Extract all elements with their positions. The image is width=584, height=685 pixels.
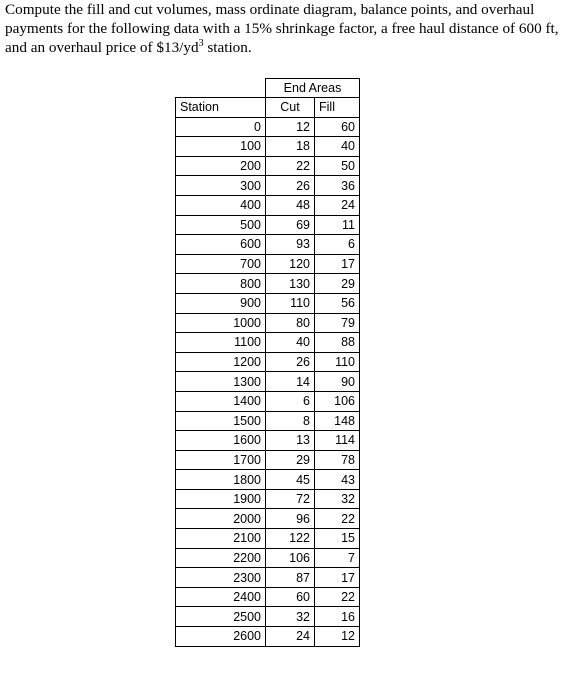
- cut-cell: 60: [266, 587, 315, 607]
- station-cell: 1200: [176, 352, 266, 372]
- table-row: [176, 176, 360, 196]
- cut-cell: 22: [266, 156, 315, 176]
- fill-cell: 114: [315, 431, 360, 451]
- problem-text: Compute the fill and cut volumes, mass ordinate diagram, balance points, and overhaul payments for the following data with a 15% shrinkage factor, a free haul distance of 600 ft, and an overhaul price of $13/yd: [5, 1, 559, 56]
- table-row: [176, 568, 360, 588]
- station-cell: 1800: [176, 470, 266, 490]
- table-row: [176, 470, 360, 490]
- fill-cell: 50: [315, 156, 360, 176]
- table-row: [176, 254, 360, 274]
- station-cell: 700: [176, 254, 266, 274]
- table-row: [176, 529, 360, 549]
- column-header-row: [176, 98, 360, 118]
- table-row: [176, 352, 360, 372]
- cut-cell: 45: [266, 470, 315, 490]
- fill-cell: 29: [315, 274, 360, 294]
- table-row: [176, 313, 360, 333]
- cut-cell: 8: [266, 411, 315, 431]
- table-row: [176, 235, 360, 255]
- cut-cell: 24: [266, 627, 315, 647]
- end-areas-table: [175, 78, 360, 647]
- fill-cell: 40: [315, 137, 360, 157]
- table-row: [176, 411, 360, 431]
- fill-cell: 24: [315, 195, 360, 215]
- fill-cell: 22: [315, 587, 360, 607]
- cut-cell: 96: [266, 509, 315, 529]
- fill-cell: 17: [315, 568, 360, 588]
- fill-column-header: Fill: [315, 98, 360, 118]
- station-cell: 600: [176, 235, 266, 255]
- table-row: [176, 215, 360, 235]
- cut-cell: 122: [266, 529, 315, 549]
- table-row: [176, 431, 360, 451]
- table-row: [176, 293, 360, 313]
- cut-cell: 13: [266, 431, 315, 451]
- fill-cell: 79: [315, 313, 360, 333]
- station-cell: 2400: [176, 587, 266, 607]
- station-cell: 1900: [176, 489, 266, 509]
- cut-cell: 26: [266, 352, 315, 372]
- fill-cell: 7: [315, 548, 360, 568]
- fill-cell: 11: [315, 215, 360, 235]
- group-header-row: [176, 79, 360, 98]
- cut-cell: 80: [266, 313, 315, 333]
- table-row: [176, 156, 360, 176]
- station-cell: 1600: [176, 431, 266, 451]
- fill-cell: 15: [315, 529, 360, 549]
- fill-cell: 43: [315, 470, 360, 490]
- table-row: [176, 117, 360, 137]
- table-row: [176, 274, 360, 294]
- problem-statement: [5, 0, 580, 57]
- station-cell: 1500: [176, 411, 266, 431]
- station-cell: 1700: [176, 450, 266, 470]
- station-cell: 1100: [176, 333, 266, 353]
- station-cell: 1000: [176, 313, 266, 333]
- cut-cell: 32: [266, 607, 315, 627]
- fill-cell: 56: [315, 293, 360, 313]
- station-cell: 2500: [176, 607, 266, 627]
- cut-cell: 12: [266, 117, 315, 137]
- cut-cell: 18: [266, 137, 315, 157]
- cut-cell: 40: [266, 333, 315, 353]
- fill-cell: 36: [315, 176, 360, 196]
- station-cell: 100: [176, 137, 266, 157]
- table-row: [176, 391, 360, 411]
- cut-cell: 106: [266, 548, 315, 568]
- cut-cell: 87: [266, 568, 315, 588]
- cut-cell: 6: [266, 391, 315, 411]
- table-row: [176, 587, 360, 607]
- fill-cell: 106: [315, 391, 360, 411]
- table-row: [176, 548, 360, 568]
- station-cell: 2300: [176, 568, 266, 588]
- cut-cell: 93: [266, 235, 315, 255]
- table-row: [176, 137, 360, 157]
- cut-cell: 69: [266, 215, 315, 235]
- fill-cell: 78: [315, 450, 360, 470]
- station-cell: 300: [176, 176, 266, 196]
- fill-cell: 90: [315, 372, 360, 392]
- cut-cell: 29: [266, 450, 315, 470]
- station-cell: 2600: [176, 627, 266, 647]
- fill-cell: 88: [315, 333, 360, 353]
- cut-cell: 26: [266, 176, 315, 196]
- table-row: [176, 607, 360, 627]
- table-row: [176, 509, 360, 529]
- cut-cell: 120: [266, 254, 315, 274]
- station-cell: 800: [176, 274, 266, 294]
- problem-text-end: station.: [203, 39, 252, 56]
- table-row: [176, 627, 360, 647]
- table-row: [176, 372, 360, 392]
- cut-cell: 110: [266, 293, 315, 313]
- fill-cell: 32: [315, 489, 360, 509]
- fill-cell: 110: [315, 352, 360, 372]
- blank-cell: [176, 79, 266, 98]
- cut-cell: 72: [266, 489, 315, 509]
- station-cell: 200: [176, 156, 266, 176]
- table-row: [176, 450, 360, 470]
- station-cell: 1400: [176, 391, 266, 411]
- station-column-header: Station: [176, 98, 266, 118]
- fill-cell: 148: [315, 411, 360, 431]
- table-row: [176, 489, 360, 509]
- fill-cell: 16: [315, 607, 360, 627]
- cut-cell: 48: [266, 195, 315, 215]
- station-cell: 0: [176, 117, 266, 137]
- station-cell: 500: [176, 215, 266, 235]
- cut-column-header: Cut: [266, 98, 315, 118]
- cut-cell: 130: [266, 274, 315, 294]
- fill-cell: 60: [315, 117, 360, 137]
- station-cell: 400: [176, 195, 266, 215]
- fill-cell: 17: [315, 254, 360, 274]
- table-row: [176, 195, 360, 215]
- fill-cell: 12: [315, 627, 360, 647]
- fill-cell: 22: [315, 509, 360, 529]
- station-cell: 2200: [176, 548, 266, 568]
- cut-cell: 14: [266, 372, 315, 392]
- station-cell: 1300: [176, 372, 266, 392]
- table-body: [176, 117, 360, 646]
- station-cell: 2000: [176, 509, 266, 529]
- station-cell: 2100: [176, 529, 266, 549]
- end-areas-header: End Areas: [266, 79, 360, 98]
- cubed-superscript: 3: [198, 37, 204, 49]
- fill-cell: 6: [315, 235, 360, 255]
- table-row: [176, 333, 360, 353]
- station-cell: 900: [176, 293, 266, 313]
